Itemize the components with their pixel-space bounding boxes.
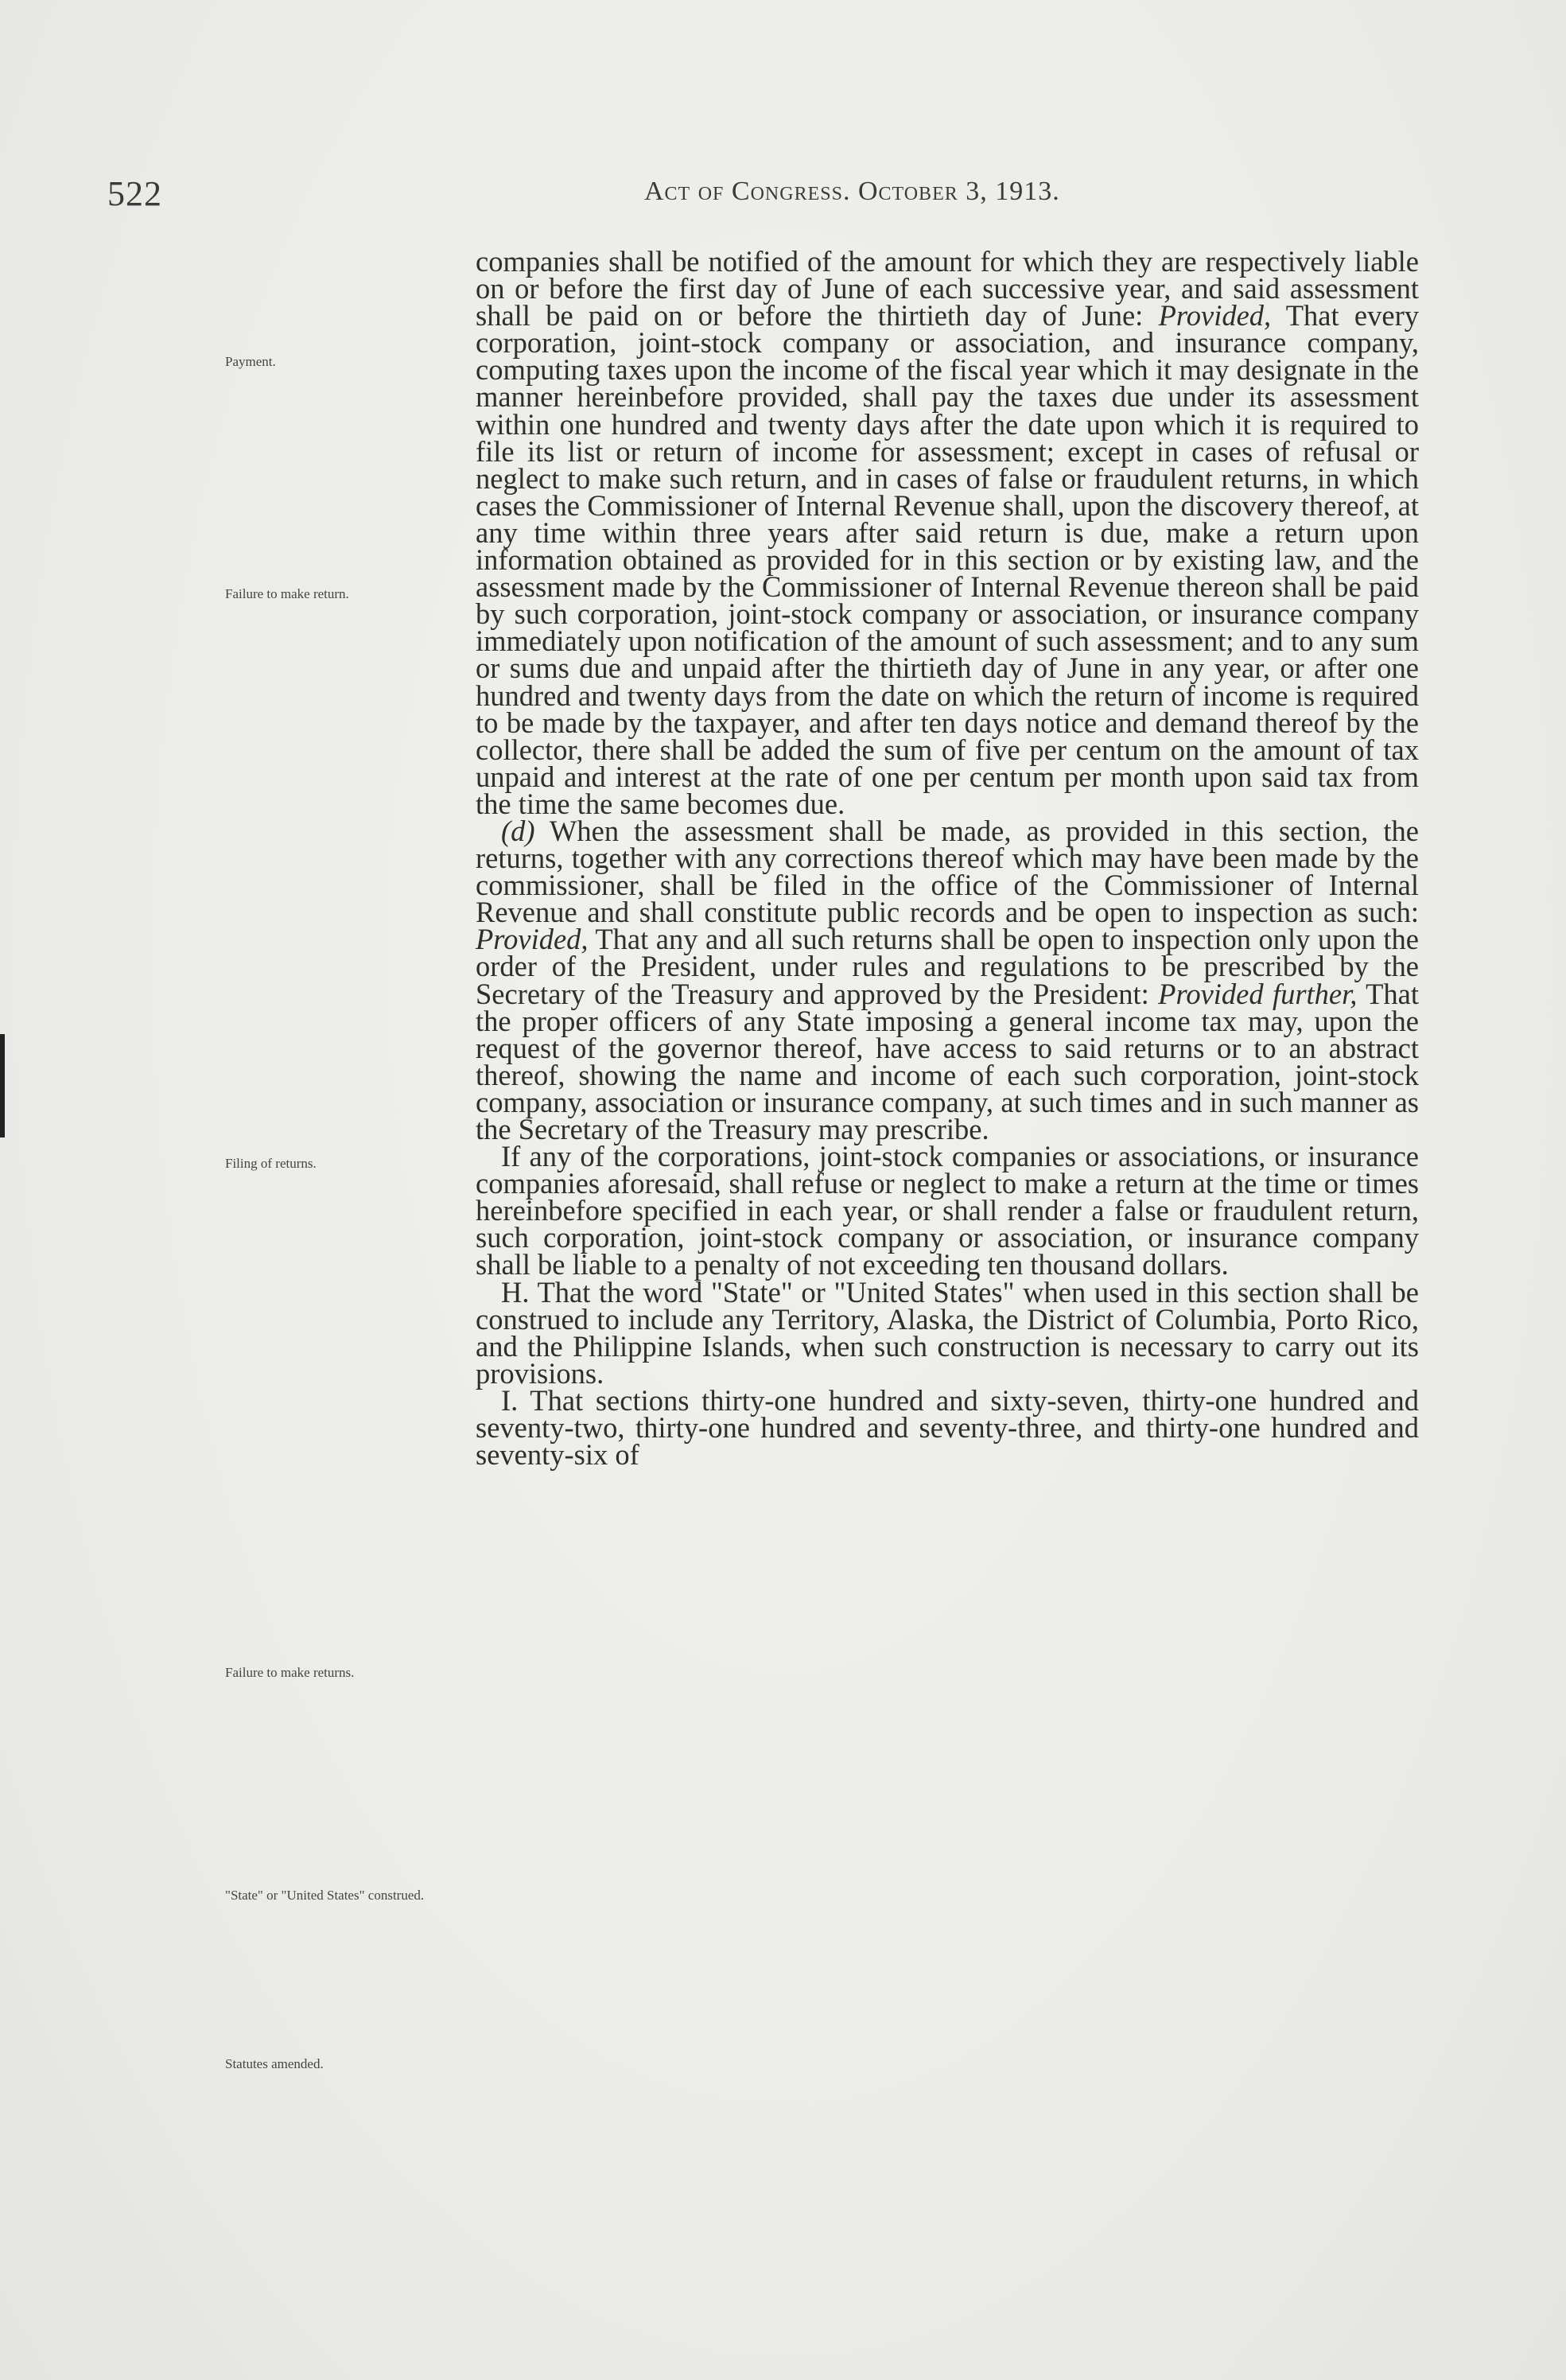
paragraph-payment — [476, 245, 1419, 820]
margin-note-failure-to-make-returns: Failure to make returns. — [225, 1665, 355, 1680]
running-head: Act of Congress. October 3, 1913. — [644, 177, 1060, 206]
text-run: companies shall be notified of the amount for which they are respectively liable on or before the first day of June of each successive year, and said assessment shall be paid on or before the thirtieth day of June: — [476, 245, 1419, 332]
provided-further-italic: Provided further, — [1158, 977, 1358, 1010]
page-number: 522 — [107, 174, 162, 213]
body-text — [476, 245, 1419, 1472]
margin-note-statutes-amended: Statutes amended. — [225, 2056, 324, 2071]
text-run: That any and all such returns shall be open to inspection only upon the order of the President, under rules and regulations to be prescribed by the Secretary of the Treasury and approved by the President: — [476, 923, 1419, 1010]
margin-note-payment: Payment. — [225, 354, 276, 369]
margin-note-state-construed: "State" or "United States" construed. — [225, 1888, 425, 1903]
text-run: That the proper officers of any State imposing a general income tax may, upon the request of the governor thereof, have access to said returns or to an abstract thereof, showing the name and income of each such corporation, joint-stock company, association or insurance company, at such times and in such manner as the Secretary of the Treasury may prescribe. — [476, 977, 1419, 1145]
text-run: When the assessment shall be made, as provided in this section, the returns, together with any corrections thereof which may have been made by the commissioner, shall be filed in the office of the Commissioner of Internal Revenue and shall constitute public records and be open to inspection as such: — [476, 814, 1419, 929]
scan-edge-mark — [0, 1034, 5, 1138]
provided-italic: Provided, — [476, 923, 589, 956]
paragraph-filing-of-returns — [476, 814, 1419, 1145]
page-header — [107, 173, 1420, 221]
paragraph-state-construed: H. That the word "State" or "United States" when used in this section shall be construed to include any Territory, Alaska, the District of Columbia, Porto Rico, and the Philippine Islands, when such construction is necessary to carry out its provisions. — [476, 1275, 1419, 1390]
paragraph-statutes-amended: I. That sections thirty-one hundred and sixty-seven, thirty-one hundred and seventy-two, thirty-one hundred and seventy-three, and thirty-one hundred and seventy-six of — [476, 1383, 1419, 1472]
margin-note-failure-to-make-return: Failure to make return. — [225, 586, 349, 601]
paragraph-failure-to-make-returns: If any of the corporations, joint-stock companies or associations, or insurance companies aforesaid, shall refuse or neglect to make a return at the time or times hereinbefore specified in each year, or shall render a false or fraudulent return, such corporation, joint-stock company or association, or insurance company shall be liable to a penalty of not exceeding ten thousand dollars. — [476, 1140, 1419, 1281]
provided-italic: Provided, — [1158, 299, 1272, 332]
text-run: That every corporation, joint-stock company or association, and insurance company, computing taxes upon the income of the fiscal year which it may designate in the manner hereinbefore provided, shall pay the taxes due under its assessment within one hundred and twenty days after the date upon which it is required to file its list or return of income for assessment; except in cases of refusal or neglect to make such return, and in cases of false or fraudulent returns, in which cases the Commissioner of Internal Revenue shall, upon the discovery thereof, at any time within three years after said return is due, make a return upon information obtained as provided for in this section or by existing law, and the assessment made by the Commissioner of Internal Revenue thereon shall be paid by such corporation, joint-stock company or association, or insurance company immediately upon notification of the amount of such assessment; and to any sum or sums due and unpaid after the thirtieth day of June in any year, or after one hundred and twenty days from the date on which the return of income is required to be made by the taxpayer, and after ten days notice and demand thereof by the collector, there shall be added the sum of five per centum on the amount of tax unpaid and interest at the rate of one per centum per month upon said tax from the time the same becomes due. — [476, 299, 1419, 820]
subsection-letter: (d) — [501, 814, 535, 847]
margin-note-filing-of-returns: Filing of returns. — [225, 1156, 317, 1171]
